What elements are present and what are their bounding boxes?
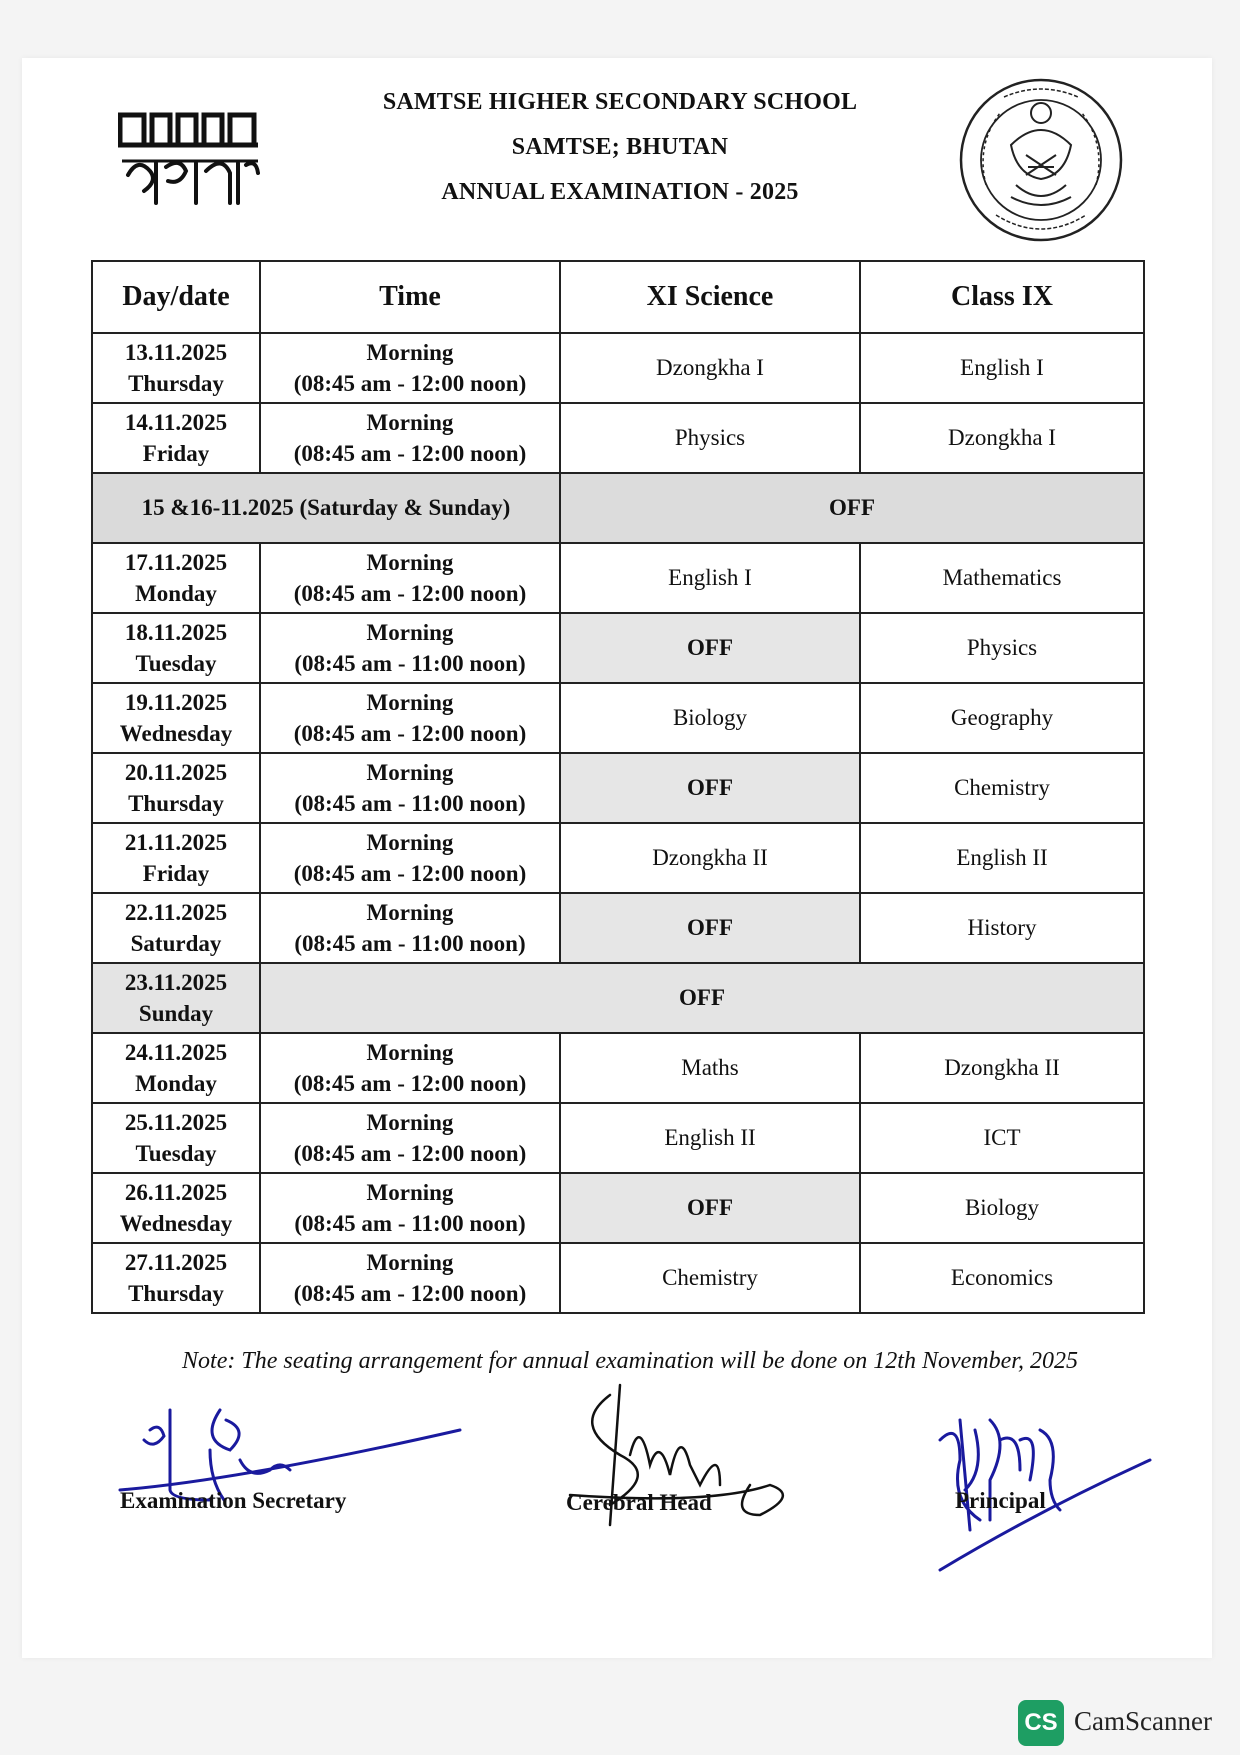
xi-science-subject: English I [560,543,860,613]
time-cell [260,893,560,963]
table-row [92,543,1144,613]
table-row [92,893,1144,963]
xi-science-subject: Maths [560,1033,860,1103]
session-text: Morning [366,690,454,715]
xi-science-subject: Dzongkha II [560,823,860,893]
seating-note: Note: The seating arrangement for annual examination will be done on 12th November, 2025 [182,1348,1078,1374]
table-row [92,1173,1144,1243]
time-cell [260,613,560,683]
date-text: 14.11.2025 [124,410,228,435]
session-text: Morning [366,340,454,365]
col-header-daydate: Day/date [92,261,260,333]
time-range-text: (08:45 am - 12:00 noon) [293,721,527,746]
date-cell [92,1103,260,1173]
day-text: Sunday [138,1001,214,1026]
date-cell [92,893,260,963]
session-text: Morning [366,620,454,645]
class-ix-subject: English I [860,333,1144,403]
time-range-text: (08:45 am - 12:00 noon) [293,441,527,466]
class-ix-subject: Chemistry [860,753,1144,823]
date-text: 23.11.2025 [124,970,228,995]
date-cell [92,333,260,403]
sunday-off-row [92,963,1144,1033]
time-cell [260,1173,560,1243]
date-text: 19.11.2025 [124,690,228,715]
date-cell [92,823,260,893]
school-location: SAMTSE; BHUTAN [511,134,729,160]
day-text: Monday [135,1071,217,1096]
time-cell [260,683,560,753]
day-text: Wednesday [119,1211,233,1236]
session-text: Morning [366,760,454,785]
secretary-label: Examination Secretary [120,1488,347,1513]
xi-science-subject: Dzongkha I [560,333,860,403]
date-cell [92,543,260,613]
day-text: Thursday [128,1281,224,1306]
class-ix-subject: Biology [860,1173,1144,1243]
date-text: 26.11.2025 [124,1180,228,1205]
exam-schedule-table [91,260,1145,1314]
time-cell [260,823,560,893]
time-cell [260,403,560,473]
date-text: 17.11.2025 [124,550,228,575]
class-ix-subject: Dzongkha II [860,1033,1144,1103]
time-range-text: (08:45 am - 12:00 noon) [293,1281,527,1306]
day-text: Monday [135,581,217,606]
table-row [92,753,1144,823]
date-cell [92,1033,260,1103]
time-range-text: (08:45 am - 12:00 noon) [293,861,527,886]
date-cell [92,403,260,473]
date-text: 18.11.2025 [124,620,228,645]
day-text: Saturday [130,931,222,956]
table-row [92,823,1144,893]
col-header-time: Time [260,261,560,333]
document-header [300,80,940,215]
principal-label: Principal [955,1488,1046,1513]
time-range-text: (08:45 am - 11:00 noon) [294,1211,526,1236]
date-text: 27.11.2025 [124,1250,228,1275]
class-ix-subject: Geography [860,683,1144,753]
day-text: Thursday [128,791,224,816]
session-text: Morning [366,1040,454,1065]
xi-science-subject: OFF [560,753,860,823]
time-range-text: (08:45 am - 12:00 noon) [293,1071,527,1096]
date-cell [92,963,260,1033]
xi-science-subject: English II [560,1103,860,1173]
xi-science-subject: Physics [560,403,860,473]
session-text: Morning [366,900,454,925]
table-row [92,1103,1144,1173]
weekend-off-row [92,473,1144,543]
time-range-text: (08:45 am - 12:00 noon) [293,581,527,606]
xi-science-subject: Biology [560,683,860,753]
exam-title: ANNUAL EXAMINATION - 2025 [441,179,799,205]
table-row [92,683,1144,753]
weekend-label: 15 &16-11.2025 (Saturday & Sunday) [92,473,560,543]
time-range-text: (08:45 am - 12:00 noon) [293,1141,527,1166]
session-text: Morning [366,1180,454,1205]
session-text: Morning [366,1110,454,1135]
time-range-text: (08:45 am - 11:00 noon) [294,651,526,676]
date-cell [92,613,260,683]
table-row [92,1033,1144,1103]
time-cell [260,1103,560,1173]
date-text: 22.11.2025 [124,900,228,925]
class-ix-subject: English II [860,823,1144,893]
date-text: 13.11.2025 [124,340,228,365]
class-ix-subject: History [860,893,1144,963]
table-row [92,613,1144,683]
time-range-text: (08:45 am - 12:00 noon) [293,371,527,396]
camscanner-logo-icon: CS [1018,1700,1064,1746]
xi-science-subject: OFF [560,613,860,683]
time-cell [260,1243,560,1313]
session-text: Morning [366,830,454,855]
session-text: Morning [366,410,454,435]
class-ix-subject: Economics [860,1243,1144,1313]
table-row [92,403,1144,473]
time-cell [260,333,560,403]
weekend-off-status: OFF [560,473,1144,543]
day-text: Thursday [128,371,224,396]
class-ix-subject: Physics [860,613,1144,683]
class-ix-subject: Mathematics [860,543,1144,613]
date-cell [92,1243,260,1313]
class-ix-subject: ICT [860,1103,1144,1173]
time-cell [260,753,560,823]
school-motto-logo [118,105,268,215]
table-row [92,1243,1144,1313]
date-text: 21.11.2025 [124,830,228,855]
time-range-text: (08:45 am - 11:00 noon) [294,791,526,816]
time-range-text: (08:45 am - 11:00 noon) [294,931,526,956]
day-text: Tuesday [135,651,217,676]
day-text: Friday [142,441,210,466]
camscanner-text: CamScanner [1074,1706,1212,1736]
school-seal [956,75,1126,245]
time-cell [260,543,560,613]
cerebral-head-label: Cerebral Head [566,1490,712,1515]
day-text: Tuesday [135,1141,217,1166]
session-text: Morning [366,1250,454,1275]
xi-science-subject: Chemistry [560,1243,860,1313]
class-ix-subject: Dzongkha I [860,403,1144,473]
date-text: 20.11.2025 [124,760,228,785]
date-text: 25.11.2025 [124,1110,228,1135]
table-header-row [92,261,1144,333]
date-cell [92,1173,260,1243]
date-cell [92,753,260,823]
school-name: SAMTSE HIGHER SECONDARY SCHOOL [382,89,858,115]
col-header-class-ix: Class IX [860,261,1144,333]
col-header-xi-science: XI Science [560,261,860,333]
xi-science-subject: OFF [560,893,860,963]
date-cell [92,683,260,753]
date-text: 24.11.2025 [124,1040,228,1065]
day-text: Wednesday [119,721,233,746]
sunday-off-status: OFF [260,963,1144,1033]
day-text: Friday [142,861,210,886]
time-cell [260,1033,560,1103]
xi-science-subject: OFF [560,1173,860,1243]
session-text: Morning [366,550,454,575]
table-row [92,333,1144,403]
